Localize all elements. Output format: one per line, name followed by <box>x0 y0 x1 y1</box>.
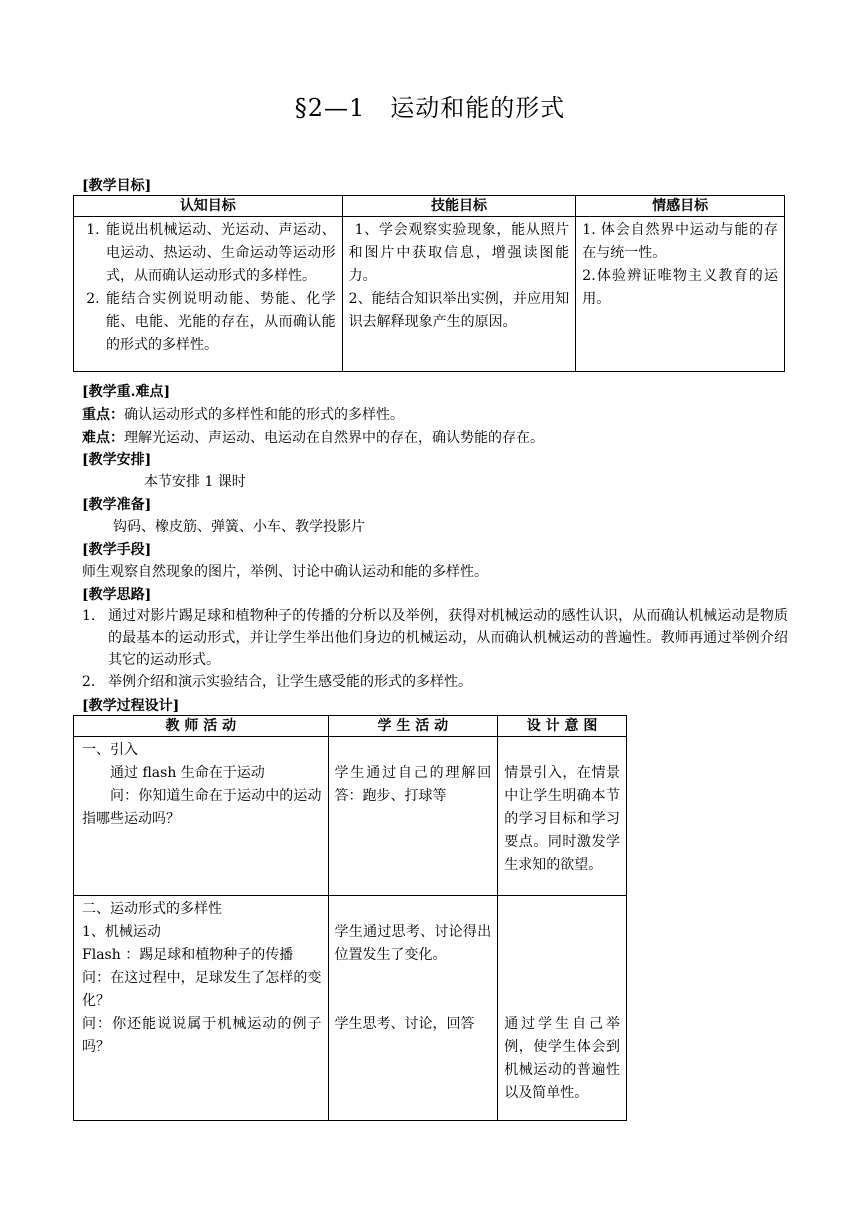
section2-teacher-cell <box>74 896 329 1121</box>
key-point-text: 确认运动形式的多样性和能的形式的多样性。 <box>124 407 404 423</box>
section2-design-text: 通过学生自己举例，使学生体会到机械运动的普遍性以及简单性。 <box>504 1016 620 1101</box>
skill-goal-1: 1、学会观察实验现象，能从照片和图片中获取信息，增强读图能力。 <box>348 222 570 284</box>
header-skills: 技能目标 <box>342 196 576 217</box>
intro-question: 问：你知道生命在于运动中的运动指哪些运动吗？ <box>82 788 322 827</box>
intro-heading: 一、引入 <box>82 742 138 758</box>
thinking-list <box>82 605 788 693</box>
mechanical-motion-heading: 1、机械运动 <box>82 924 161 940</box>
section2-design-cell <box>498 896 627 1121</box>
header-student-activity: 学 生 活 动 <box>328 716 498 737</box>
emotion-goal-2: 2.体验辨证唯物主义教育的运用。 <box>582 268 778 307</box>
section-goals-heading: [教学目标] <box>82 178 152 194</box>
difficult-point-label: 难点： <box>82 430 124 446</box>
section-keypoints-heading: [教学重.难点] <box>82 384 171 400</box>
thinking-item-2-text: 举例介绍和演示实验结合，让学生感受能的形式的多样性。 <box>108 674 472 690</box>
prep-text: 钩码、橡皮筋、弹簧、小车、教学投影片 <box>113 519 365 535</box>
skill-goals-cell <box>342 217 576 372</box>
emotion-goal-1: 1. 体会自然界中运动与能的存在与统一性。 <box>582 222 778 261</box>
page-title: §2—1 运动和能的形式 <box>294 94 566 122</box>
key-point-line <box>82 404 404 424</box>
section-schedule-heading: [教学安排] <box>82 452 152 468</box>
question-football-change: 问：在这过程中，足球发生了怎样的变化？ <box>82 970 322 1009</box>
difficult-point-text: 理解光运动、声运动、电运动在自然界中的存在，确认势能的存在。 <box>124 430 544 446</box>
header-emotion: 情感目标 <box>576 196 785 217</box>
section-prep-heading: [教学准备] <box>82 497 152 513</box>
thinking-item-2-number: 2. <box>82 674 96 690</box>
question-examples: 问：你还能说说属于机械运动的例子吗？ <box>82 1016 322 1055</box>
key-point-label: 重点： <box>82 407 124 423</box>
thinking-item-1-number: 1. <box>82 608 96 624</box>
section-means-heading: [教学手段] <box>82 542 152 558</box>
section2-heading: 二、运动形式的多样性 <box>82 901 222 917</box>
intro-student-cell <box>328 737 498 896</box>
header-design-intent: 设 计 意 图 <box>498 716 627 737</box>
section-process-heading: [教学过程设计] <box>82 698 180 714</box>
intro-flash: 通过 flash 生命在于运动 <box>110 765 265 781</box>
cognitive-goals-cell <box>74 217 343 372</box>
cognitive-goal-2: 2. 能结合实例说明动能、势能、化学能、电能、光能的存在，从而确认能的形式的多样性。 <box>104 288 336 357</box>
means-text: 师生观察自然现象的图片，举例、讨论中确认运动和能的多样性。 <box>82 564 488 580</box>
section2-student-cell <box>328 896 498 1121</box>
cognitive-goal-1: 1. 能说出机械运动、光运动、声运动、电运动、热运动、生命运动等运动形式，从而确认运动形式的多样性。 <box>104 219 336 288</box>
flash-football: Flash ：踢足球和植物种子的传播 <box>82 947 294 963</box>
section-thinking-heading: [教学思路] <box>82 587 152 603</box>
thinking-item-1-text: 通过对影片踢足球和植物种子的传播的分析以及举例，获得对机械运动的感性认识，从而确认机械运动是物质的最基本的运动形式，并让学生举出他们身边的机械运动，从而确认机械运动的普遍性。教师再通过举例介绍其它的运动形式。 <box>108 608 788 668</box>
schedule-text: 本节安排 1 课时 <box>144 474 246 490</box>
intro-design-cell <box>498 737 627 896</box>
thinking-item-2 <box>82 671 788 693</box>
thinking-item-1 <box>82 605 788 671</box>
section2-student-text-2: 学生思考、讨论，回答 <box>334 1016 475 1032</box>
process-table <box>73 715 627 1121</box>
skill-goal-2: 2、能结合知识举出实例，并应用知识去解释现象产生的原因。 <box>348 291 570 330</box>
difficult-point-line <box>82 427 544 447</box>
emotion-goals-cell <box>576 217 785 372</box>
header-cognitive: 认知目标 <box>74 196 343 217</box>
intro-design-text: 情景引入，在情景中让学生明确本节的学习目标和学习要点。同时激发学生求知的欲望。 <box>504 765 620 873</box>
intro-student-text: 学生通过自己的理解回答：跑步、打球等 <box>334 765 492 804</box>
section2-student-text-1: 学生通过思考、讨论得出位置发生了变化。 <box>334 924 492 963</box>
goals-table <box>73 195 785 372</box>
intro-teacher-cell <box>74 737 329 896</box>
header-teacher-activity: 教 师 活 动 <box>74 716 329 737</box>
